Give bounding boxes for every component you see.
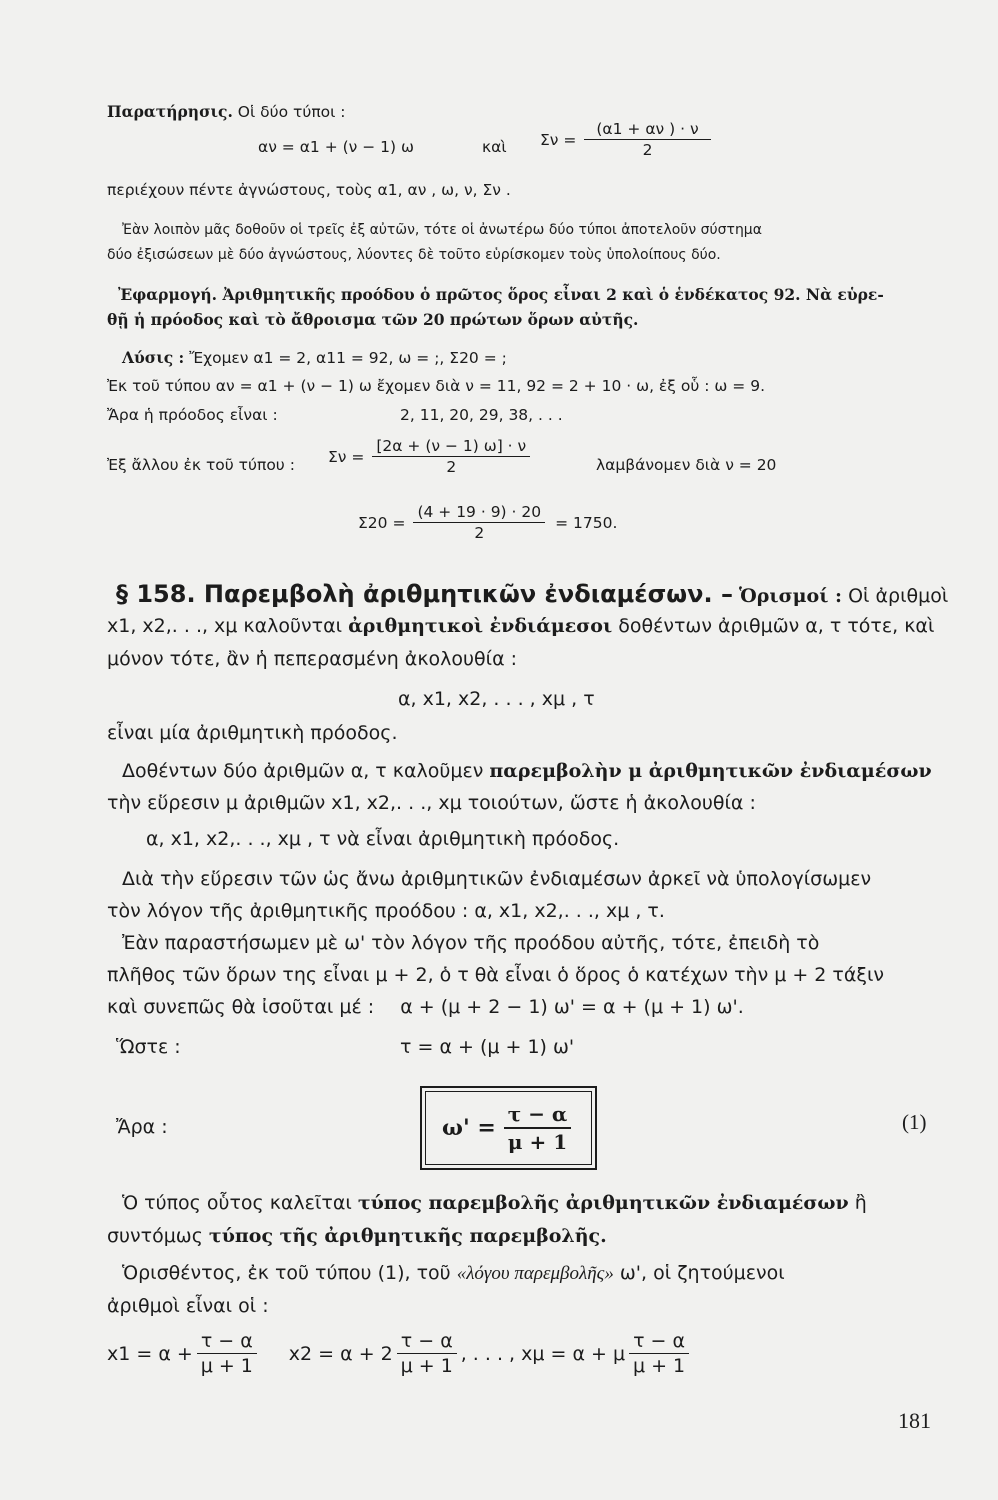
intermediate-terms-formulas: x1 = α + $\frac{\tau - \alpha}{\mu + 1}$ x2 = α + 2 τ − α μ + 1 , . . . , xμ = α + μ τ − α μ + 1 xyxy=(107,1330,693,1377)
formula-name-line-1: Ὁ τύπος οὗτος καλεῖται τύπος παρεμβολῆς ἀριθμητικῶν ἐνδιαμέσων ἢ xyxy=(122,1192,867,1214)
other-label: Ἐξ ἄλλου ἐκ τοῦ τύπου : xyxy=(107,456,295,474)
equation-number: (1) xyxy=(902,1110,927,1134)
interpolation-ratio-box: ω' = $\frac{\tau - \alpha}{\mu + 1}$ xyxy=(420,1086,597,1170)
page-number: 181 xyxy=(898,1408,931,1433)
observation-intro: Παρατήρησις. Οἱ δύο τύποι : xyxy=(107,102,346,121)
hence-label: Ὥστε : xyxy=(116,1036,181,1058)
sum-note: λαμβάνομεν διὰ ν = 20 xyxy=(596,456,777,474)
solution-given: Λύσις : Ἔχομεν α1 = 2, α11 = 92, ω = ;, Σ20 = ; xyxy=(122,348,507,367)
count-paragraph-1: Ἐὰν παραστήσωμεν μὲ ω' τὸν λόγον τῆς προόδου αὐτῆς, τότε, ἐπειδὴ τὸ xyxy=(122,932,820,954)
from-formula-line: Ἐκ τοῦ τύπου αν = α1 + (ν − 1) ω ἔχομεν διὰ ν = 11, 92 = 2 + 10 · ω, ἐξ οὗ : ω = 9. xyxy=(107,377,766,395)
formula-an: αν = α1 + (ν − 1) ω xyxy=(258,138,414,156)
progression-values: 2, 11, 20, 29, 38, . . . xyxy=(400,406,563,424)
sum-formula: Σν = $\frac{[2\alpha + (\nu - 1) \omega] \cdot \nu}{2}$ xyxy=(328,437,534,476)
definition-sequence: α, x1, x2, . . . , xμ , τ xyxy=(398,688,595,710)
interpolation-definition-2: τὴν εὕρεσιν μ ἀριθμῶν x1, x2,. . ., xμ τοιούτων, ὥστε ἡ ἀκολουθία : xyxy=(107,792,756,814)
therefore-label: Ἄρα : xyxy=(116,1116,168,1138)
hence-formula: τ = α + (μ + 1) ω' xyxy=(400,1036,575,1058)
progression-label: Ἄρα ἡ πρόοδος εἶναι : xyxy=(107,406,278,424)
unknowns-line: περιέχουν πέντε ἀγνώστους, τοὺς α1, αν , ω, ν, Σν . xyxy=(107,181,511,199)
application-line-1: Ἐφαρμογή. Ἀριθμητικῆς προόδου ὁ πρῶτος ὅρος εἶναι 2 καὶ ὁ ἑνδέκατος 92. Νὰ εὑρε- xyxy=(118,285,884,304)
definition-line-5: εἶναι μία ἀριθμητικὴ πρόοδος. xyxy=(107,722,398,744)
ratio-paragraph-2: τὸν λόγον τῆς ἀριθμητικῆς προόδου : α, x1, x2,. . ., xμ , τ. xyxy=(107,900,665,922)
interpolation-definition-1: Δοθέντων δύο ἀριθμῶν α, τ καλοῦμεν παρεμβολὴν μ ἀριθμητικῶν ἐνδιαμέσων xyxy=(122,760,932,782)
count-paragraph-2: πλῆθος τῶν ὅρων της εἶναι μ + 2, ὁ τ θὰ εἶναι ὁ ὅρος ὁ κατέχων τὴν μ + 2 τάξιν xyxy=(107,964,885,986)
and-word: καὶ xyxy=(482,138,507,156)
count-paragraph-3: καὶ συνεπῶς θὰ ἰσοῦται μέ : α + (μ + 2 − 1) ω' = α + (μ + 1) ω'. xyxy=(107,996,744,1018)
result-paragraph-1: Ὁρισθέντος, ἐκ τοῦ τύπου (1), τοῦ «λόγου παρεμβολῆς» ω', οἱ ζητούμενοι xyxy=(122,1262,785,1284)
section-heading: § 158. Παρεμβολὴ ἀριθμητικῶν ἐνδιαμέσων. – xyxy=(116,580,733,608)
section-heading-line: § 158. Παρεμβολὴ ἀριθμητικῶν ἐνδιαμέσων. – Ὁρισμοί : Οἱ ἀριθμοὶ xyxy=(116,580,949,608)
result-paragraph-2: ἀριθμοὶ εἶναι οἱ : xyxy=(107,1295,269,1317)
definition-line-3: μόνον τότε, ἂν ἡ πεπερασμένη ἀκολουθία : xyxy=(107,648,518,670)
definition-line-2: x1, x2,. . ., xμ καλοῦνται ἀριθμητικοὶ ἐνδιάμεσοι δοθέντων ἀριθμῶν α, τ τότε, καὶ xyxy=(107,615,935,637)
application-line-2: θῇ ἡ πρόοδος καὶ τὸ ἄθροισμα τῶν 20 πρώτων ὅρων αὐτῆς. xyxy=(107,310,639,329)
observation-paragraph-2: δύο ἐξισώσεων μὲ δύο ἀγνώστους, λύοντες δὲ τοῦτο εὑρίσκομεν τοὺς ὑπολοίπους δύο. xyxy=(107,247,721,263)
observation-paragraph-1: Ἐὰν λοιπὸν μᾶς δοθοῦν οἱ τρεῖς ἐξ αὐτῶν, τότε οἱ ἀνωτέρω δύο τύποι ἀποτελοῦν σύστημα xyxy=(122,222,762,238)
formula-sn: Σν = $\frac{(\alpha 1 + \alpha\nu ) \cdot \nu}{2}$ xyxy=(540,120,715,159)
interpolation-definition-3: α, x1, x2,. . ., xμ , τ νὰ εἶναι ἀριθμητικὴ πρόοδος. xyxy=(146,828,620,850)
formula-name-line-2: συντόμως τύπος τῆς ἀριθμητικῆς παρεμβολῆς. xyxy=(107,1225,607,1247)
s20-formula: Σ20 = $\frac{(4 + 19 \cdot 9) \cdot 20}{2}$ = 1750. xyxy=(358,503,618,542)
ratio-paragraph-1: Διὰ τὴν εὕρεσιν τῶν ὡς ἄνω ἀριθμητικῶν ἐνδιαμέσων ἀρκεῖ νὰ ὑπολογίσωμεν xyxy=(122,868,872,890)
